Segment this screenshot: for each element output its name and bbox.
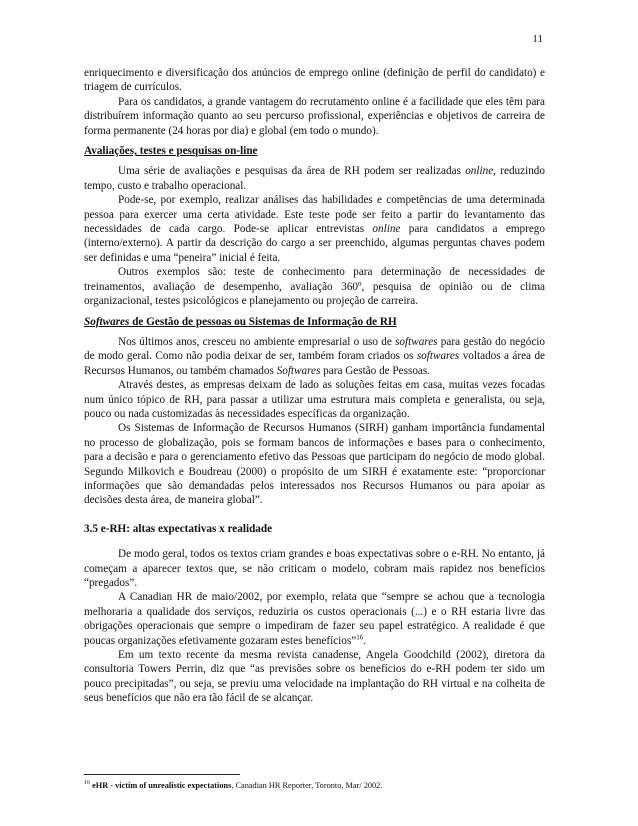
section-heading-erh: 3.5 e-RH: altas expectativas x realidade [84, 522, 273, 535]
page-body [84, 66, 545, 706]
avaliacoes-paragraph-1: Uma série de avaliações e pesquisas da área de RH podem ser realizadas online, reduzindo tempo, custo e trabalho operacional. [84, 165, 545, 192]
intro-paragraph-1: enriquecimento e diversificação dos anúncios de emprego online (definição de perfil do candidato) e triagem de currículos. [84, 67, 545, 94]
footnote-number: 16 [84, 780, 90, 787]
footnote-source: , Canadian HR Reporter, Toronto, Mar/ 2002. [231, 781, 383, 790]
avaliacoes-paragraph-3: Outros exemplos são: teste de conhecimento para determinação de necessidades de treinamentos, avaliação de desempenho, avaliação 360º, pesquisa de opinião ou de clima organizacional, testes psicológicos e planejamento ou projeção de carreira. [84, 266, 545, 308]
softwares-paragraph-1: Nos últimos anos, cresceu no ambiente empresarial o uso de softwares para gestão do negócio de modo geral. Como não podia deixar de ser, também foram criados os softwares voltados a área de Recursos Humanos, ou também chamados Softwares para Gestão de Pessoas. [84, 335, 546, 377]
footnote-reference[interactable]: 16 [356, 632, 364, 641]
softwares-paragraph-3: Os Sistemas de Informação de Recursos Humanos (SIRH) ganham importância fundamental no processo de globalização, pois se formam bancos de informações e bases para o conhecimento, para a decisão e para o gerenciamento efetivo das Pessoas que participam do negócio de modo global. Segundo Milkovich e Boudreau (2000) o propósito de um SIRH é exatamente este: “proporcionar informações que são demandadas pelos interessados nos Recursos Humanos ou para apoiar as decisões desta área, de maneira global”. [84, 422, 545, 507]
section-heading-avaliacoes: Avaliações, testes e pesquisas on-line [84, 145, 258, 158]
erh-paragraph-2: A Canadian HR de maio/2002, por exemplo, relata que “sempre se achou que a tecnologia melhoraria a qualidade dos serviços, reduziria os custos operacionais (...) e o RH estaria livre das obrigações operacionais que sempre o impediram de fazer seu papel estratégico. A realidade é que poucas organizações efetivamente gozaram estes benefícios”$^{16}$. [84, 591, 545, 647]
page-number: 11 [532, 33, 543, 45]
footnote-title: eHR - victim of unrealistic expectations [92, 781, 232, 790]
footnote [84, 780, 545, 791]
intro-paragraph-2: Para os candidatos, a grande vantagem do recrutamento online é a facilidade que eles têm para distribuírem informação quanto ao seu percurso profissional, experiências e objetivos de carreira de forma permanente (24 horas por dia) e global (em todo o mundo). [84, 95, 545, 137]
section-heading-softwares: Softwares de Gestão de pessoas ou Sistemas de Informação de RH [84, 315, 397, 328]
softwares-paragraph-2: Através destes, as empresas deixam de lado as soluções feitas em casa, muitas vezes focadas num único tópico de RH, para passar a utilizar uma estrutura mais completa e generalista, ou seja, pouco ou nada customizadas às necessidades específicas da organização. [84, 379, 545, 420]
footnote-divider [84, 774, 240, 775]
avaliacoes-paragraph-2: Pode-se, por exemplo, realizar análises das habilidades e competências de uma determinada pessoa para exercer uma certa atividade. Este teste pode ser feito a partir do levantamento das necessidades de cada cargo. Pode-se aplicar entrevistas online para candidatos a emprego (interno/externo). A partir da descrição do cargo a ser preenchido, algumas perguntas chaves podem ser definidas e uma “peneira” inicial é feita. [84, 194, 545, 264]
erh-paragraph-3: Em um texto recente da mesma revista canadense, Angela Goodchild (2002), diretora da consultoria Towers Perrin, diz que “as previsões sobre os benefícios do e-RH podem ter sido um pouco precipitadas”, ou seja, se previu uma velocidade na implantação do RH virtual e na colheita de seus benefícios que não era tão fácil de se alcançar. [84, 649, 545, 705]
erh-paragraph-1: De modo geral, todos os textos criam grandes e boas expectativas sobre o e-RH. No entanto, já começam a aparecer textos que, se não criticam o modelo, cobram mais rapidez nos benefícios “pregados”. [84, 548, 545, 589]
